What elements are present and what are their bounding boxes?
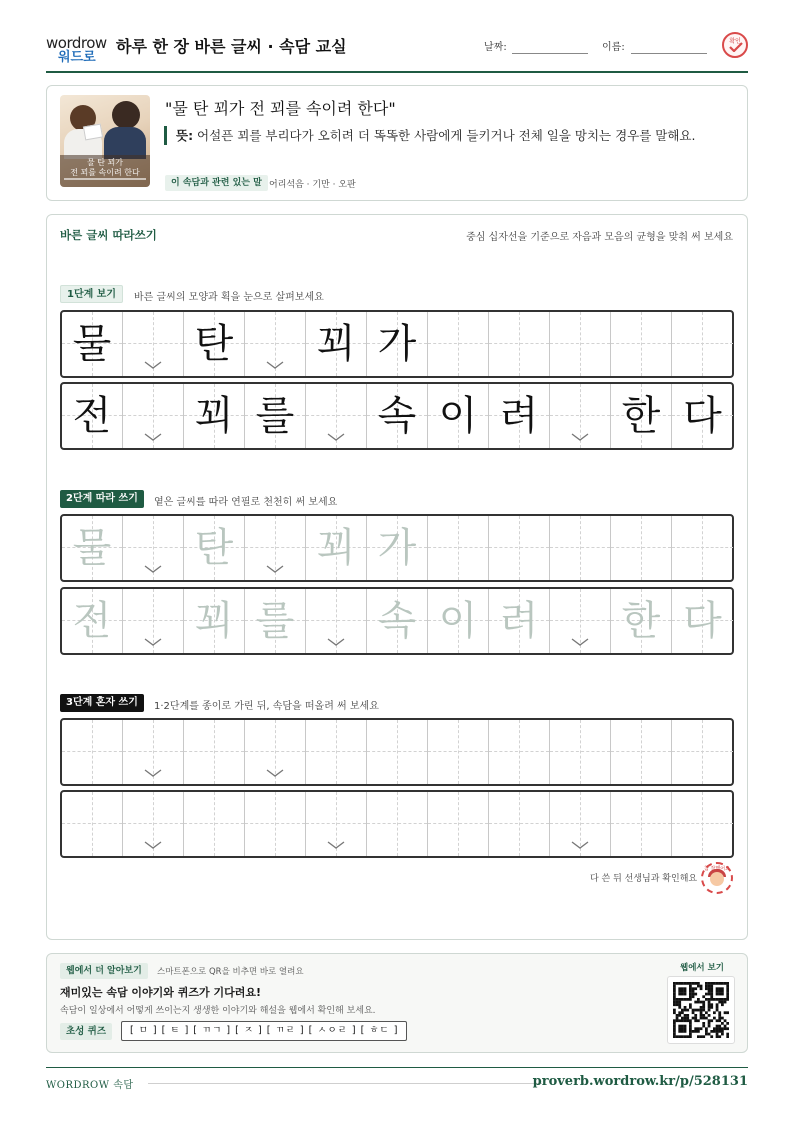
grid-cell[interactable] — [123, 516, 184, 580]
grid-cell[interactable] — [306, 792, 367, 856]
grid-cell[interactable] — [123, 792, 184, 856]
grid-cell[interactable] — [245, 792, 306, 856]
grid-cell — [672, 312, 733, 376]
grid-cell[interactable] — [306, 720, 367, 784]
grid-cell — [184, 312, 245, 376]
space-mark-icon — [327, 637, 345, 647]
grid-cell — [62, 384, 123, 448]
grid-cell[interactable] — [428, 792, 489, 856]
teacher-check-note: 다 쓴 뒤 선생님과 확인해요 — [590, 874, 698, 884]
grid-cell — [306, 384, 367, 448]
related-words-tag: 이 속담과 관련 있는 말 — [165, 175, 268, 191]
grid-character: 전 — [72, 598, 112, 644]
grid-cell[interactable] — [611, 792, 672, 856]
grid-cell[interactable] — [245, 589, 306, 653]
grid-cell — [489, 312, 550, 376]
grid-character: 다 — [683, 598, 722, 644]
grid-cell[interactable] — [306, 516, 367, 580]
grid-character: 꾀 — [316, 525, 356, 571]
grid-cell[interactable] — [367, 720, 428, 784]
practice-title: 바른 글씨 따라쓰기 — [60, 228, 157, 242]
grid-cell[interactable] — [306, 589, 367, 653]
grid-cell[interactable] — [123, 720, 184, 784]
grid-cell[interactable] — [489, 792, 550, 856]
page-header — [46, 30, 748, 73]
grid-cell — [611, 312, 672, 376]
related-words: 어리석음 · 기만 · 오판 — [269, 180, 356, 190]
step1-row2 — [60, 382, 734, 450]
grid-cell[interactable] — [611, 720, 672, 784]
grid-character: 이 — [438, 393, 478, 439]
web-info-box — [46, 953, 748, 1053]
grid-cell[interactable] — [550, 792, 611, 856]
date-field[interactable] — [512, 53, 588, 54]
proverb-illustration — [60, 95, 150, 187]
grid-character: 꾀 — [194, 598, 234, 644]
grid-cell[interactable] — [62, 720, 123, 784]
space-mark-icon — [144, 768, 162, 778]
grid-cell[interactable] — [245, 516, 306, 580]
check-stamp-icon — [722, 32, 748, 58]
space-mark-icon — [327, 432, 345, 442]
grid-cell[interactable] — [428, 516, 489, 580]
grid-character: 탄 — [194, 525, 234, 571]
grid-cell[interactable] — [184, 720, 245, 784]
proverb-title: "물 탄 꾀가 전 꾀를 속이려 한다" — [165, 99, 396, 118]
web-description: 속담이 일상에서 어떻게 쓰이는지 생생한 이야기와 해설을 웹에서 확인해 보세요. — [60, 1006, 376, 1016]
grid-cell[interactable] — [672, 589, 733, 653]
name-field[interactable] — [631, 53, 707, 54]
grid-character: 물 — [72, 321, 112, 367]
grid-cell — [62, 312, 123, 376]
grid-character: 꾀 — [316, 321, 356, 367]
grid-character: 속 — [377, 393, 417, 439]
step3-row1[interactable] — [60, 718, 734, 786]
grid-cell[interactable] — [611, 589, 672, 653]
space-mark-icon — [144, 637, 162, 647]
grid-cell — [245, 312, 306, 376]
grid-cell[interactable] — [672, 516, 733, 580]
wordrow-logo — [46, 34, 108, 65]
grid-cell[interactable] — [489, 516, 550, 580]
logo-text-top: wordrow — [46, 34, 107, 52]
step1-tag: 1단계 보기 — [60, 285, 123, 303]
grid-character: 려 — [499, 393, 539, 439]
step1-desc: 바른 글씨의 모양과 획을 눈으로 살펴보세요 — [134, 292, 324, 303]
grid-cell — [123, 384, 184, 448]
footer-line — [148, 1083, 542, 1084]
grid-cell — [245, 384, 306, 448]
footer-divider — [46, 1067, 748, 1068]
grid-character: 를 — [255, 393, 295, 439]
grid-cell[interactable] — [367, 792, 428, 856]
practice-hint: 중심 십자선을 기준으로 자음과 모음의 균형을 맞춰 써 보세요 — [466, 232, 733, 243]
grid-cell — [611, 384, 672, 448]
grid-cell — [184, 384, 245, 448]
grid-cell — [672, 384, 733, 448]
grid-cell[interactable] — [550, 516, 611, 580]
space-mark-icon — [327, 840, 345, 850]
space-mark-icon — [144, 840, 162, 850]
meaning-text: 어설픈 꾀를 부리다가 오히려 더 똑똑한 사람에게 들키거나 전체 일을 망치는 경우를 말해요. — [193, 128, 696, 143]
grid-character: 꾀 — [194, 393, 234, 439]
grid-character: 려 — [499, 598, 539, 644]
grid-character: 가 — [377, 525, 417, 571]
grid-cell[interactable] — [550, 720, 611, 784]
initial-consonant-quiz: [ ㅁ ] [ ㅌ ] [ ㄲㄱ ] [ ㅈ ] [ ㄲㄹ ] [ ㅅㅇㄹ ] [ ㅎㄷ ] — [121, 1021, 407, 1041]
grid-character: 한 — [621, 393, 661, 439]
qr-code-icon[interactable] — [667, 976, 735, 1044]
space-mark-icon — [266, 360, 284, 370]
space-mark-icon — [144, 432, 162, 442]
web-headline: 재미있는 속담 이야기와 퀴즈가 기다려요! — [60, 986, 261, 999]
grid-cell — [550, 384, 611, 448]
grid-cell[interactable] — [428, 720, 489, 784]
grid-cell — [123, 312, 184, 376]
grid-cell[interactable] — [489, 589, 550, 653]
space-mark-icon — [266, 564, 284, 574]
grid-character: 한 — [621, 598, 661, 644]
meaning-label: 뜻: — [176, 128, 194, 143]
grid-cell — [550, 312, 611, 376]
grid-character: 가 — [377, 321, 417, 367]
grid-cell — [489, 384, 550, 448]
logo-text-bottom: 워드로 — [58, 50, 96, 65]
grid-cell[interactable] — [489, 720, 550, 784]
proverb-card — [46, 85, 748, 201]
grid-character: 탄 — [194, 321, 234, 367]
footer-brand: WORDROW 속담 — [46, 1080, 134, 1091]
grid-cell[interactable] — [428, 589, 489, 653]
date-label: 날짜: — [484, 42, 507, 53]
space-mark-icon — [144, 564, 162, 574]
space-mark-icon — [144, 360, 162, 370]
grid-cell[interactable] — [672, 792, 733, 856]
space-mark-icon — [571, 637, 589, 647]
step2-tag: 2단계 따라 쓰기 — [60, 490, 144, 508]
grid-cell[interactable] — [550, 589, 611, 653]
step3-tag: 3단계 혼자 쓰기 — [60, 694, 144, 712]
good-job-badge-icon — [701, 862, 733, 894]
step2-row2[interactable] — [60, 587, 734, 655]
grid-cell[interactable] — [62, 516, 123, 580]
grid-cell — [428, 384, 489, 448]
page-title: 하루 한 장 바른 글씨 · 속담 교실 — [116, 37, 347, 56]
grid-character: 물 — [72, 525, 112, 571]
grid-character: 를 — [255, 598, 295, 644]
name-label: 이름: — [602, 42, 625, 53]
step2-desc: 옅은 글씨를 따라 연필로 천천히 써 보세요 — [154, 497, 338, 508]
grid-cell[interactable] — [367, 589, 428, 653]
grid-cell[interactable] — [62, 792, 123, 856]
grid-cell[interactable] — [245, 720, 306, 784]
grid-cell[interactable] — [611, 516, 672, 580]
grid-cell — [367, 384, 428, 448]
grid-cell[interactable] — [367, 516, 428, 580]
web-subtext: 스마트폰으로 QR을 비추면 바로 열려요 — [157, 967, 304, 977]
badge-text: 참 잘했어요 — [704, 866, 730, 872]
step1-row1 — [60, 310, 734, 378]
grid-cell[interactable] — [184, 516, 245, 580]
grid-cell — [306, 312, 367, 376]
grid-character: 속 — [377, 598, 417, 644]
step2-row1[interactable] — [60, 514, 734, 582]
grid-cell[interactable] — [184, 792, 245, 856]
space-mark-icon — [571, 840, 589, 850]
quiz-tag: 초성 퀴즈 — [60, 1023, 112, 1040]
proverb-meaning — [164, 126, 724, 145]
footer-url[interactable]: proverb.wordrow.kr/p/528131 — [532, 1074, 748, 1089]
qr-label: 웹에서 보기 — [680, 963, 725, 973]
grid-cell[interactable] — [123, 589, 184, 653]
space-mark-icon — [571, 432, 589, 442]
illustration-caption-line1: 물 탄 꾀가 — [87, 158, 123, 167]
step3-desc: 1·2단계를 종이로 가린 뒤, 속담을 떠올려 써 보세요 — [154, 701, 379, 712]
grid-cell[interactable] — [62, 589, 123, 653]
grid-cell — [367, 312, 428, 376]
web-tag: 웹에서 더 알아보기 — [60, 963, 148, 979]
grid-character: 전 — [72, 393, 112, 439]
grid-character: 다 — [683, 393, 722, 439]
grid-cell — [428, 312, 489, 376]
grid-cell[interactable] — [184, 589, 245, 653]
stamp-text: 확인 — [729, 38, 741, 45]
grid-character: 이 — [438, 598, 478, 644]
space-mark-icon — [266, 768, 284, 778]
grid-cell[interactable] — [672, 720, 733, 784]
step3-row2[interactable] — [60, 790, 734, 858]
illustration-caption-line2: 전 꾀를 속이려 한다 — [70, 168, 140, 177]
